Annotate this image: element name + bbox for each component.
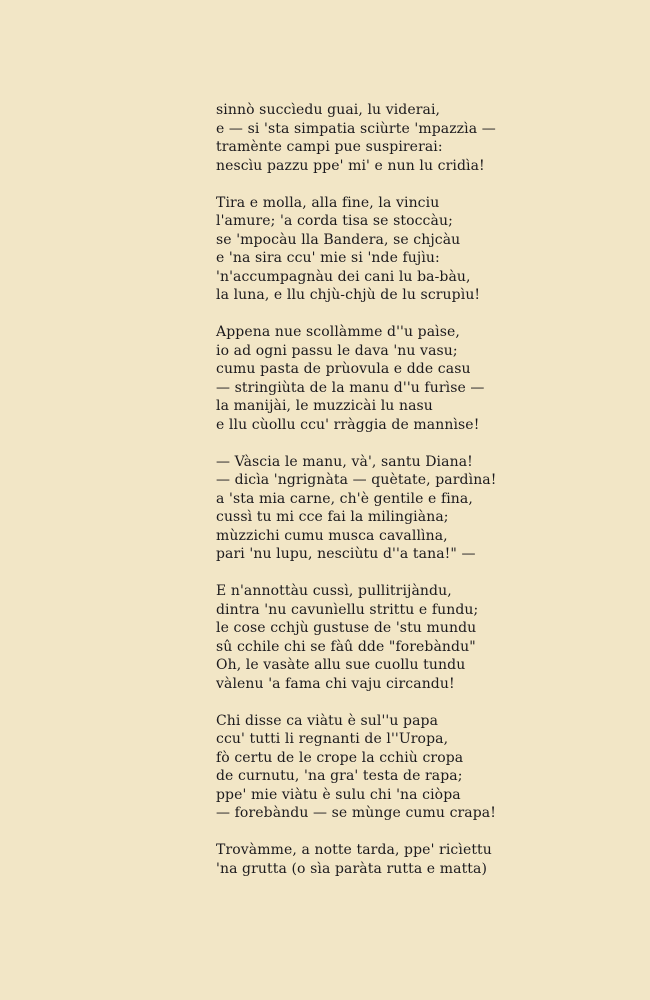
verse-line: pari 'nu lupu, nesciùtu d''a tana!" — — [216, 546, 476, 562]
verse-line: Trovàmme, a notte tarda, ppe' ricìettu — [216, 842, 492, 858]
verse-line: 'n'accumpagnàu dei cani lu ba-bàu, — [216, 268, 471, 285]
verse-line: e — si 'sta simpatia sciùrte 'mpazzìa — — [216, 120, 496, 137]
poem-text — [216, 101, 516, 897]
verse-line: de curnutu, 'na gra' testa de rapa; — [216, 768, 463, 784]
verse-line: Oh, le vasàte allu sue cuollu tundu — [216, 657, 466, 673]
verse-line: Chi disse ca viàtu è sul''u papa — [216, 712, 439, 729]
verse-line: — Vàscia le manu, và', santu Diana! — [216, 453, 473, 470]
verse-line: 'na grutta (o sìa paràta rutta e matta) — [216, 860, 488, 877]
verse-line: la luna, e llu chjù-chjù de lu scrupìu! — [216, 287, 481, 303]
verse-line: ppe' mie viàtu è sulu chi 'na ciòpa — [216, 786, 461, 803]
verse-line: — dicìa 'ngrignàta — quètate, pardìna! — [216, 472, 497, 488]
verse-line: l'amure; 'a corda tisa se stoccàu; — [216, 213, 453, 229]
verse-line: vàlenu 'a fama chi vaju circandu! — [216, 675, 455, 692]
verse-line: sinnò succìedu guai, lu viderai, — [216, 102, 441, 118]
verse-line: cussì tu mi cce fai la milingiàna; — [216, 509, 449, 525]
verse-line: Tira e molla, alla fine, la vinciu — [216, 194, 440, 211]
verse-line: le cose cchjù gustuse de 'stu mundu — [216, 620, 477, 636]
verse-line: cumu pasta de prùovula e dde casu — [216, 361, 471, 377]
stanza — [216, 323, 516, 434]
verse-line: E n'annottàu cussì, pullitrijàndu, — [216, 583, 452, 599]
verse-line: nescìu pazzu ppe' mi' e nun lu cridìa! — [216, 157, 485, 174]
stanza — [216, 453, 516, 564]
verse-line: — stringiùta de la manu d''u furìse — — [216, 379, 485, 396]
verse-line: mùzzichi cumu musca cavallìna, — [216, 527, 448, 544]
verse-line: fò certu de le crope la cchiù cropa — [216, 749, 464, 766]
stanza — [216, 582, 516, 693]
verse-line: ccu' tutti li regnanti de l''Uropa, — [216, 731, 449, 747]
verse-line: dintra 'nu cavunìellu strittu e fundu; — [216, 601, 479, 618]
verse-line: e 'na sira ccu' mie si 'nde fujìu: — [216, 250, 440, 266]
verse-line: sû cchile chi se fàû dde "forebàndu" — [216, 638, 476, 655]
verse-line: e llu cùollu ccu' rràggia de mannìse! — [216, 416, 480, 433]
stanza — [216, 712, 516, 823]
stanza — [216, 841, 516, 878]
verse-line: la manijài, le muzzicài lu nasu — [216, 398, 433, 414]
verse-line: — forebàndu — se mùnge cumu crapa! — [216, 805, 496, 821]
verse-line: a 'sta mia carne, ch'è gentile e fina, — [216, 490, 473, 507]
verse-line: se 'mpocàu lla Bandera, se chjcàu — [216, 231, 461, 248]
verse-line: io ad ogni passu le dava 'nu vasu; — [216, 342, 458, 359]
verse-line: tramènte campi pue suspirerai: — [216, 139, 443, 155]
stanza — [216, 194, 516, 305]
verse-line: Appena nue scollàmme d''u paìse, — [216, 324, 460, 340]
stanza — [216, 101, 516, 175]
